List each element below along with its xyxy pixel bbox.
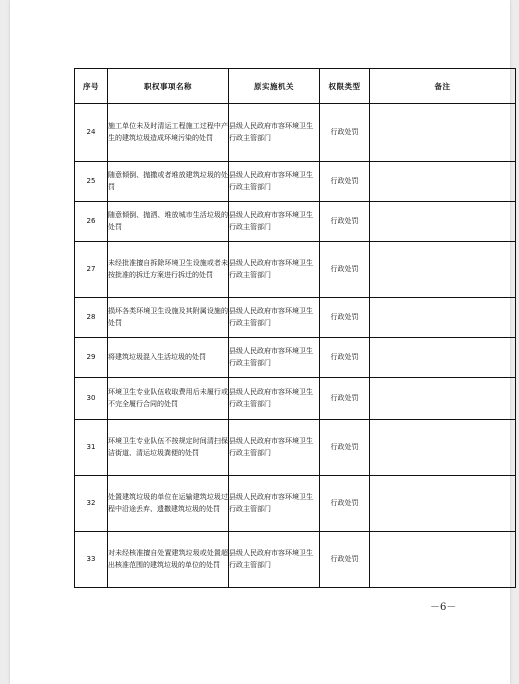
- table-row: [75, 420, 516, 476]
- row-item-name: 施工单位未及时清运工程施工过程中产生的建筑垃圾造成环境污染的处罚: [108, 104, 229, 162]
- row-power-type: 行政处罚: [320, 298, 370, 338]
- table-row: [75, 162, 516, 202]
- header-item-name: 职权事项名称: [108, 69, 229, 104]
- row-number: 33: [75, 532, 108, 588]
- table-row: [75, 532, 516, 588]
- row-number: 25: [75, 162, 108, 202]
- row-item-name: 损坏各类环境卫生设施及其附属设施的处罚: [108, 298, 229, 338]
- row-power-type: 行政处罚: [320, 378, 370, 420]
- table-row: [75, 298, 516, 338]
- row-item-name: 环境卫生专业队伍收取费用后未履行或不完全履行合同的处罚: [108, 378, 229, 420]
- row-remarks: [370, 298, 516, 338]
- row-remarks: [370, 476, 516, 532]
- row-number: 32: [75, 476, 108, 532]
- header-power-type: 权限类型: [320, 69, 370, 104]
- row-remarks: [370, 104, 516, 162]
- row-agency: 县级人民政府市容环境卫生行政主管部门: [229, 420, 320, 476]
- row-power-type: 行政处罚: [320, 476, 370, 532]
- row-remarks: [370, 242, 516, 298]
- row-power-type: 行政处罚: [320, 242, 370, 298]
- row-number: 28: [75, 298, 108, 338]
- table-row: [75, 378, 516, 420]
- row-agency: 县级人民政府市容环境卫生行政主管部门: [229, 202, 320, 242]
- row-power-type: 行政处罚: [320, 532, 370, 588]
- row-item-name: 未经批准擅自拆除环境卫生设施或者未按批准的拆迁方案进行拆迁的处罚: [108, 242, 229, 298]
- header-original-agency: 原实施机关: [229, 69, 320, 104]
- row-item-name: 处置建筑垃圾的单位在运输建筑垃圾过程中沿途丢弃、遗撒建筑垃圾的处罚: [108, 476, 229, 532]
- page-number: －6－: [430, 602, 457, 613]
- row-remarks: [370, 162, 516, 202]
- table-header-row: [75, 69, 516, 104]
- row-remarks: [370, 202, 516, 242]
- row-number: 27: [75, 242, 108, 298]
- row-agency: 县级人民政府市容环境卫生行政主管部门: [229, 298, 320, 338]
- row-agency: 县级人民政府市容环境卫生行政主管部门: [229, 104, 320, 162]
- row-power-type: 行政处罚: [320, 338, 370, 378]
- row-agency: 县级人民政府市容环境卫生行政主管部门: [229, 162, 320, 202]
- table-row: [75, 242, 516, 298]
- powers-table: [74, 68, 516, 588]
- row-agency: 县级人民政府市容环境卫生行政主管部门: [229, 378, 320, 420]
- row-number: 31: [75, 420, 108, 476]
- row-number: 30: [75, 378, 108, 420]
- header-remarks: 备注: [370, 69, 516, 104]
- row-agency: 县级人民政府市容环境卫生行政主管部门: [229, 532, 320, 588]
- table-row: [75, 202, 516, 242]
- row-remarks: [370, 420, 516, 476]
- row-remarks: [370, 338, 516, 378]
- document-page: [10, 0, 510, 684]
- table-row: [75, 476, 516, 532]
- row-item-name: 随意倾倒、抛洒、堆放城市生活垃圾的处罚: [108, 202, 229, 242]
- row-agency: 县级人民政府市容环境卫生行政主管部门: [229, 338, 320, 378]
- row-agency: 县级人民政府市容环境卫生行政主管部门: [229, 476, 320, 532]
- row-agency: 县级人民政府市容环境卫生行政主管部门: [229, 242, 320, 298]
- row-power-type: 行政处罚: [320, 202, 370, 242]
- table-row: [75, 104, 516, 162]
- row-number: 29: [75, 338, 108, 378]
- row-number: 24: [75, 104, 108, 162]
- row-item-name: 将建筑垃圾混入生活垃圾的处罚: [108, 338, 229, 378]
- row-number: 26: [75, 202, 108, 242]
- row-power-type: 行政处罚: [320, 162, 370, 202]
- row-remarks: [370, 532, 516, 588]
- row-item-name: 环境卫生专业队伍不按规定时间清扫保洁街道、清运垃圾粪便的处罚: [108, 420, 229, 476]
- row-remarks: [370, 378, 516, 420]
- row-item-name: 对未经核准擅自处置建筑垃圾或处置超出核准范围的建筑垃圾的单位的处罚: [108, 532, 229, 588]
- row-item-name: 随意倾倒、抛撒或者堆放建筑垃圾的处罚: [108, 162, 229, 202]
- row-power-type: 行政处罚: [320, 104, 370, 162]
- header-serial: 序号: [75, 69, 108, 104]
- row-power-type: 行政处罚: [320, 420, 370, 476]
- table-row: [75, 338, 516, 378]
